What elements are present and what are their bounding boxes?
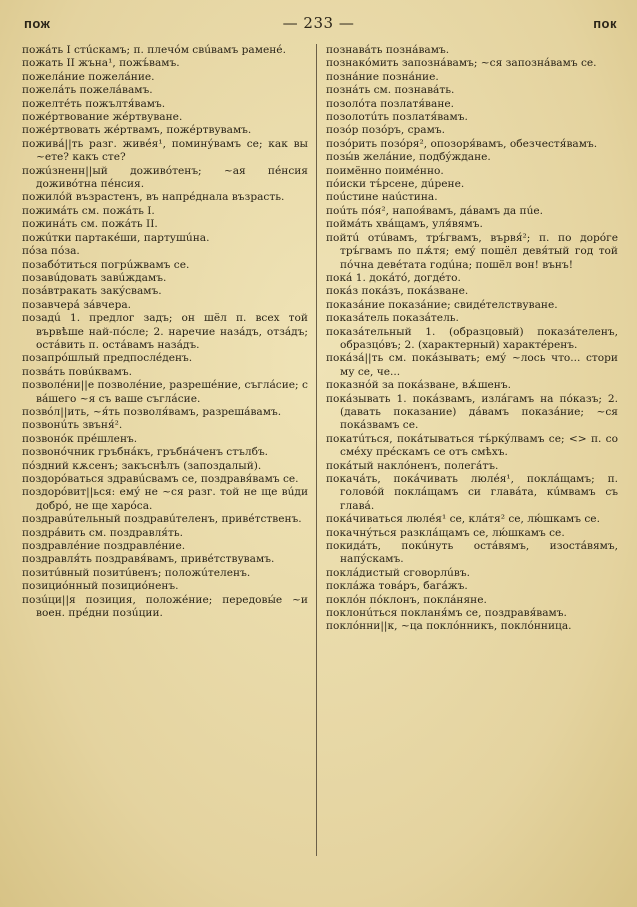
dictionary-entry: поúть пóя², напоя́вамъ, дáвамъ да пúе. — [326, 204, 544, 217]
dictionary-entry: покатúться, покáтываться тъ́ркýлвамъ се; <> п. со смéху прéскамъ се отъ смѣхъ. — [326, 432, 618, 459]
dictionary-entry: пожинáть см. пожáть II. — [22, 218, 158, 231]
dictionary-entry: пóздний кѫсенъ; закъснѣлъ (запоздалый). — [22, 459, 262, 472]
dictionary-entry: покачнýться разклáщамъ се, лю́шкамъ се. — [326, 526, 565, 539]
dictionary-entry: пожéртвование жéртвуване. — [22, 111, 183, 124]
dictionary-entry: покидáть, покúнуть остáвямъ, изостáвямъ, напýскамъ. — [326, 540, 618, 566]
right-column — [326, 44, 618, 634]
dictionary-entry: пожáть I стúскамъ; п. плечóм свúвамъ раменé. — [22, 44, 286, 56]
dictionary-entry: позадú 1. предлог задъ; он шёл п. всех той вървѣше най-пóсле; 2. наречие назáдъ, отзáдъ; остáвить п. остáвамъ назáдъ. — [22, 312, 308, 351]
dictionary-entry: поздравлéние поздравлéние. — [22, 540, 186, 553]
dictionary-entry: пóиски тъ́рсене, дúрене. — [326, 178, 465, 191]
dictionary-entry: поздравúтельный поздравúтеленъ, привéтственъ. — [22, 513, 302, 526]
running-head-right: пок — [593, 16, 617, 31]
dictionary-entry: покачáть, покáчивать люлéя¹, поклáщамъ; п. головóй поклáщамъ си главáта, кúмвамъ съ главá. — [326, 473, 618, 512]
dictionary-entry: позапрóшлый предпослéденъ. — [22, 352, 193, 365]
dictionary-entry: позáвтракать закýсвамъ. — [22, 285, 162, 298]
dictionary-entry: позабóтиться погрúжвамъ се. — [22, 258, 190, 271]
dictionary-entry: покáз покáзъ, покáзване. — [326, 285, 469, 298]
dictionary-entry: позитúвный позитúвенъ; положúтеленъ. — [22, 566, 251, 579]
page-number: — 233 — — [282, 14, 355, 32]
running-head-left: пож — [24, 16, 51, 31]
dictionary-entry: показáтельный 1. (образцовый) показáтеленъ, образцóвъ; 2. (характерный) характéренъ. — [326, 325, 618, 351]
dictionary-entry: поздорóвит||ься: ему́ не ~ся разг. той не ще вúди добрó, не ще харóса. — [22, 486, 308, 512]
page-header — [0, 12, 637, 38]
dictionary-entry: покáзывать 1. покáзвамъ, излáгамъ на пóказъ; 2. (давать показание) дáвамъ показáние; ~ся покáзвамъ се. — [326, 392, 618, 432]
dictionary-entry: поживá||ть разг. живéя¹, помину́вамъ се; как вы ~ете? какъ сте? — [22, 137, 308, 164]
dictionary-entry: позавчерá зáвчера. — [22, 298, 132, 311]
dictionary-entry: поздорóваться здравúсвамъ се, поздравя́вамъ се. — [22, 473, 299, 485]
dictionary-entry: покáзá||ть см. покáзывать; ему́ ~лось что... стори му се, че... — [326, 352, 618, 378]
dictionary-entry: поклáжа товáръ, багáжъ. — [326, 580, 468, 593]
dictionary-entry: поклóнни||к, ~ца поклóнникъ, поклóнница. — [326, 620, 572, 633]
dictionary-entry: поимённо поимéнно. — [326, 164, 444, 177]
dictionary-entry: позвóл||ить, ~я́ть позволя́вамъ, разрешáвамъ. — [22, 405, 282, 418]
dictionary-entry: поклóн пóклонъ, поклáняне. — [326, 593, 487, 606]
dictionary-entry: поймáть хвáщамъ, уля́вямъ. — [326, 218, 483, 231]
dictionary-entry: пóза пóза. — [22, 245, 80, 258]
dictionary-entry: позвáть повúквамъ. — [22, 365, 132, 378]
dictionary-entry: пойтú отúвамъ, тръ́гвамъ, вървя́²; п. по дорóге тръ́гвамъ по пѫ́тя; ему́ пошёл девя́тый год той пóчна девéтата годúна; пошёл вон! вънъ! — [326, 231, 618, 271]
dictionary-entry: познакóмить запознáвамъ; ~ся запознáвамъ се. — [326, 57, 597, 70]
dictionary-entry: пожелтéть пожълтя́вамъ. — [22, 97, 166, 110]
dictionary-entry: позóр позóръ, срамъ. — [326, 124, 445, 137]
dictionary-entry: пожимáть см. пожáть I. — [22, 204, 155, 217]
dictionary-entry: позициóнный позициóненъ. — [22, 580, 179, 593]
dictionary-entry: позóрить позóря², опозоря́вамъ, обезчестя́вамъ. — [326, 137, 598, 150]
dictionary-entry: поклонúться покланя́мъ се, поздравя́вамъ. — [326, 607, 567, 620]
dictionary-entry: пожать II жъна¹, пожъ́вамъ. — [22, 57, 180, 70]
column-divider — [316, 44, 317, 856]
dictionary-entry: позы́в желáние, подбýждане. — [326, 151, 491, 164]
dictionary-entry: познавáть познáвамъ. — [326, 44, 450, 56]
dictionary-entry: поздрáвить см. поздравля́ть. — [22, 526, 183, 539]
dictionary-entry: позавúдовать завúждамъ. — [22, 271, 167, 284]
dictionary-entry: пожилóй възрастенъ, въ напрéднала възрасть. — [22, 191, 285, 204]
dictionary-entry: пожúзненн||ый доживóтенъ; ~ая пéнсия доживóтна пéнсия. — [22, 164, 308, 191]
dictionary-entry: позвонóчник гръбнáкъ, гръбнáченъ стълбъ. — [22, 446, 269, 459]
dictionary-entry: покáчиваться люлéя¹ се, клáтя² се, лю́шкамъ се. — [326, 513, 600, 526]
dictionary-entry: покáтый наклóненъ, полегáтъ. — [326, 459, 499, 472]
left-column — [22, 44, 308, 620]
dictionary-entry: позволéни||е позволéние, разрешéние, съглáсие; с вáшего ~я съ ваше съглáсие. — [22, 379, 308, 405]
dictionary-entry: показáтель показáтель. — [326, 312, 459, 325]
dictionary-entry: показáние показáние; свидéтелствуване. — [326, 298, 558, 311]
dictionary-entry: позолотúть позлатя́вамъ. — [326, 111, 468, 124]
dictionary-entry: пожéртвовать жéртвамъ, пожéртвувамъ. — [22, 124, 252, 137]
dictionary-entry: позúци||я позиция, положéние; передовы́е ~и воен. прéдни позúции. — [22, 593, 308, 620]
dictionary-entry: позвонóк прéшленъ. — [22, 432, 138, 445]
dictionary-entry: пожелáние пожелáние. — [22, 70, 155, 83]
dictionary-entry: пожúтки партакéши, партушúна. — [22, 231, 210, 244]
dictionary-entry: поúстине наúстина. — [326, 191, 438, 204]
dictionary-entry: пожелáть пожелáвамъ. — [22, 84, 153, 97]
dictionary-entry: поклáдистый сговорлúвъ. — [326, 566, 470, 579]
dictionary-entry: показнóй за покáзване, вѫ́шенъ. — [326, 379, 511, 392]
dictionary-entry: поздравля́ть поздравя́вамъ, привéтствувамъ. — [22, 553, 275, 566]
dictionary-entry: познáть см. познавáть. — [326, 84, 455, 97]
dictionary-entry: познáние познáние. — [326, 70, 439, 83]
dictionary-entry: позвонúть звъня́². — [22, 419, 123, 432]
dictionary-entry: покá 1. докáтó, догдéто. — [326, 271, 461, 284]
dictionary-entry: позолóта позлатя́ване. — [326, 97, 455, 110]
